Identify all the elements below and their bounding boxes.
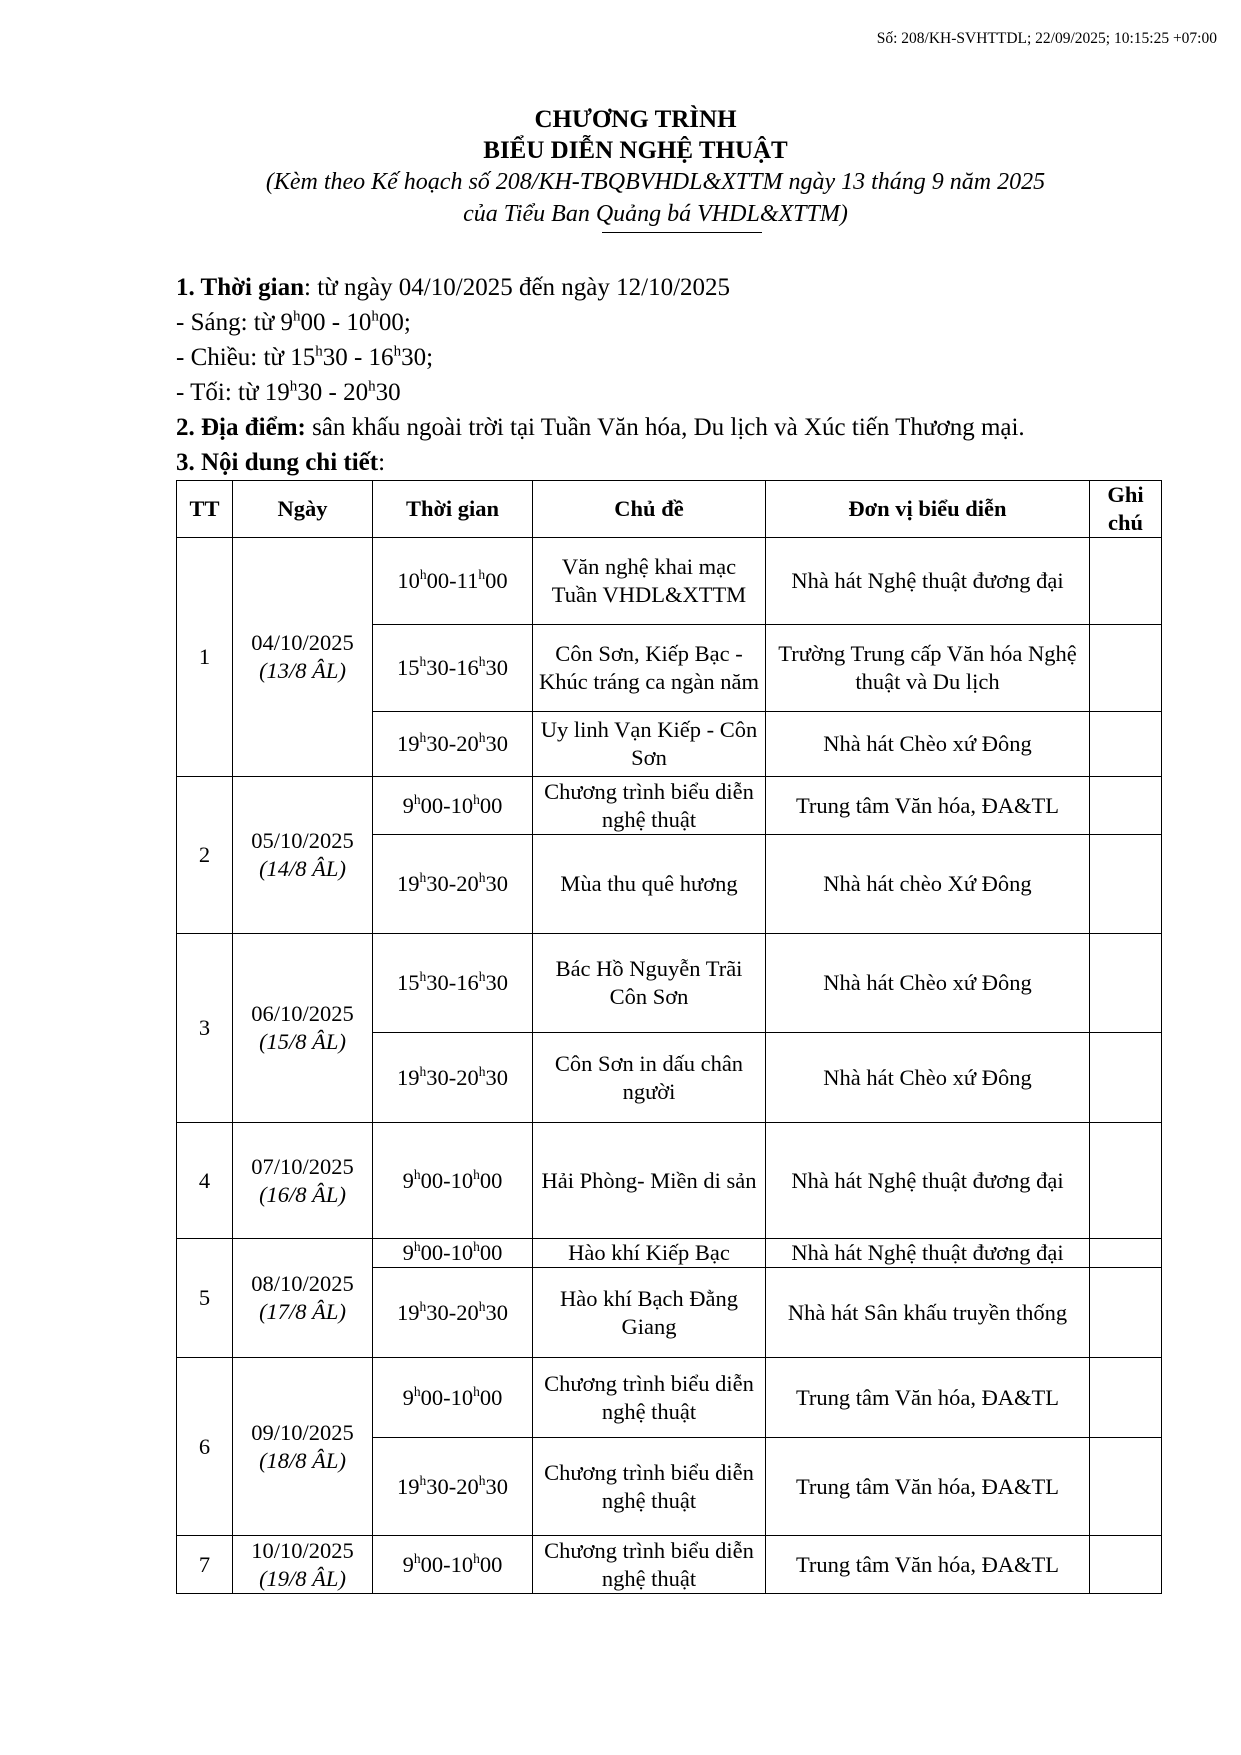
time-part: 30-16 (426, 655, 479, 680)
row-time (373, 1438, 533, 1536)
sup-h: h (413, 1166, 421, 1182)
morning-end: 00; (378, 309, 411, 336)
row-tt: 6 (177, 1358, 233, 1536)
sup-h: h (413, 1239, 421, 1255)
row-unit: Trung tâm Văn hóa, ĐA&TL (766, 1438, 1090, 1536)
time-part: 30-20 (426, 1473, 479, 1499)
time-part: 30 (485, 871, 508, 896)
title-line-1: CHƯƠNG TRÌNH (534, 106, 737, 133)
time-part: 9 (402, 1551, 414, 1577)
afternoon-prefix: - Chiều: từ 15 (176, 344, 316, 371)
row-time (373, 1033, 533, 1123)
document-header (0, 104, 1241, 233)
time-part: 00-10 (420, 1551, 474, 1577)
time-part: 30-20 (426, 731, 479, 756)
time-part: 30 (485, 1473, 508, 1499)
sup-h: h (478, 969, 486, 985)
subtitle-line-1: (Kèm theo Kế hoạch số 208/KH-TBQBVHDL&XTTM ngày 13 tháng 9 năm 2025 (265, 169, 1046, 195)
row-note (1090, 934, 1162, 1033)
row-unit: Nhà hát Sân khấu truyền thống (766, 1268, 1090, 1358)
sup-h: h (473, 1166, 480, 1182)
row-unit: Nhà hát Chèo xứ Đông (766, 1033, 1090, 1123)
time-part: 9 (402, 792, 414, 818)
row-tt: 3 (177, 934, 233, 1123)
row-note (1090, 1123, 1162, 1239)
time-part: 00 (479, 1551, 503, 1577)
row-time (373, 934, 533, 1033)
section-details-label: 3. Nội dung chi tiết (176, 449, 379, 476)
time-part: 30 (485, 731, 508, 756)
row-time (373, 1123, 533, 1239)
sup-h: h (478, 730, 486, 746)
row-topic: Chương trình biểu diễn nghệ thuật (533, 1358, 766, 1438)
sup-h: h (478, 1063, 486, 1079)
sup-h: h (368, 378, 376, 395)
row-time (373, 1239, 533, 1268)
section-location (176, 410, 1025, 445)
evening-mid: 30 - 20 (297, 379, 369, 406)
row-note (1090, 1239, 1162, 1268)
sup-h: h (413, 791, 421, 807)
time-part: 19 (397, 1299, 420, 1325)
sup-h: h (478, 567, 486, 583)
section-location-value: sân khấu ngoài trời tại Tuần Văn hóa, Du lịch và Xúc tiến Thương mại. (305, 414, 1025, 441)
date-value: 06/10/2025 (251, 1001, 354, 1026)
row-tt: 4 (177, 1123, 233, 1239)
row-date (233, 1239, 373, 1358)
row-topic: Chương trình biểu diễn nghệ thuật (533, 1438, 766, 1536)
row-topic: Bác Hồ Nguyễn Trãi Côn Sơn (533, 934, 766, 1033)
table-row (177, 538, 1162, 625)
sup-h: h (289, 378, 298, 395)
row-time (373, 712, 533, 777)
schedule-table (176, 480, 1162, 1594)
sup-h: h (413, 1550, 421, 1566)
section-details-colon: : (378, 449, 386, 476)
lunar-date: (15/8 ÂL) (259, 1029, 346, 1054)
sup-h: h (393, 343, 402, 360)
sup-h: h (419, 870, 427, 886)
row-unit: Trung tâm Văn hóa, ĐA&TL (766, 777, 1090, 835)
time-part: 00-10 (420, 1384, 474, 1410)
section-time-value: : từ ngày 04/10/2025 đến ngày 12/10/2025 (304, 274, 731, 301)
time-part: 15 (397, 655, 420, 680)
row-date (233, 777, 373, 934)
evening-prefix: - Tối: từ 19 (176, 379, 290, 406)
row-topic: Côn Sơn in dấu chân người (533, 1033, 766, 1123)
document-stamp: Số: 208/KH-SVHTTDL; 22/09/2025; 10:15:25 +07:00 (876, 30, 1217, 47)
row-note (1090, 1358, 1162, 1438)
lunar-date: (19/8 ÂL) (259, 1565, 346, 1591)
time-part: 19 (397, 871, 420, 896)
table-row (177, 1536, 1162, 1594)
sup-h: h (419, 969, 427, 985)
section-time (176, 270, 1025, 305)
time-part: 00-11 (426, 568, 479, 593)
sup-h: h (473, 1550, 480, 1566)
date-value: 08/10/2025 (251, 1271, 354, 1296)
row-topic: Hải Phòng- Miền di sản (533, 1123, 766, 1239)
time-part: 19 (397, 1064, 420, 1090)
table-row (177, 1123, 1162, 1239)
time-part: 9 (402, 1384, 414, 1410)
document-body (176, 270, 1025, 480)
row-time (373, 625, 533, 712)
row-tt: 2 (177, 777, 233, 934)
header-ngay: Ngày (233, 481, 373, 538)
row-date (233, 538, 373, 777)
lunar-date: (16/8 ÂL) (259, 1181, 346, 1207)
date-value: 10/10/2025 (251, 1537, 354, 1563)
section-location-label: 2. Địa điểm: (176, 414, 306, 441)
row-note (1090, 1438, 1162, 1536)
sup-h: h (419, 730, 427, 746)
sup-h: h (413, 1383, 421, 1399)
row-topic: Côn Sơn, Kiếp Bạc - Khúc tráng ca ngàn năm (533, 625, 766, 712)
afternoon-end: 30; (401, 344, 434, 371)
row-unit: Nhà hát Chèo xứ Đông (766, 712, 1090, 777)
row-note (1090, 835, 1162, 934)
row-topic: Chương trình biểu diễn nghệ thuật (533, 1536, 766, 1594)
sup-h: h (473, 791, 480, 807)
sup-h: h (473, 1383, 480, 1399)
title-line-2: BIỂU DIỄN NGHỆ THUẬT (483, 137, 788, 164)
time-part: 00 (479, 1384, 503, 1410)
time-part: 30-20 (426, 871, 479, 896)
time-afternoon (176, 340, 1025, 375)
time-part: 30 (485, 970, 508, 995)
section-details (176, 445, 1025, 480)
lunar-date: (18/8 ÂL) (259, 1447, 346, 1473)
lunar-date: (13/8 ÂL) (259, 658, 346, 683)
time-part: 00 (479, 1167, 503, 1193)
subtitle-line-2: của Tiểu Ban Quảng bá VHDL&XTTM) (463, 201, 848, 227)
row-date (233, 1358, 373, 1536)
row-date (233, 934, 373, 1123)
time-part: 00-10 (420, 792, 474, 818)
evening-end: 30 (375, 379, 401, 406)
row-topic: Chương trình biểu diễn nghệ thuật (533, 777, 766, 835)
sup-h: h (419, 1063, 427, 1079)
lunar-date: (14/8 ÂL) (259, 856, 346, 881)
header-divider (602, 232, 762, 233)
row-tt: 5 (177, 1239, 233, 1358)
sup-h: h (478, 1298, 486, 1314)
row-note (1090, 625, 1162, 712)
header-ghi-chu: Ghi chú (1090, 481, 1162, 538)
date-value: 04/10/2025 (251, 630, 354, 655)
row-note (1090, 538, 1162, 625)
table-row (177, 777, 1162, 835)
sup-h: h (478, 870, 486, 886)
time-part: 15 (397, 970, 420, 995)
row-unit: Nhà hát Chèo xứ Đông (766, 934, 1090, 1033)
sup-h: h (419, 567, 427, 583)
row-unit: Trung tâm Văn hóa, ĐA&TL (766, 1358, 1090, 1438)
row-unit: Nhà hát Nghệ thuật đương đại (766, 1123, 1090, 1239)
lunar-date: (17/8 ÂL) (259, 1299, 346, 1324)
time-part: 30-20 (426, 1299, 479, 1325)
table-row (177, 934, 1162, 1033)
time-part: 30 (485, 655, 508, 680)
row-note (1090, 1033, 1162, 1123)
time-part: 00 (479, 792, 503, 818)
row-note (1090, 777, 1162, 835)
header-tt: TT (177, 481, 233, 538)
sup-h: h (419, 1472, 427, 1488)
row-tt: 1 (177, 538, 233, 777)
row-time (373, 538, 533, 625)
morning-prefix: - Sáng: từ 9 (176, 309, 294, 336)
morning-mid: 00 - 10 (300, 309, 372, 336)
date-value: 09/10/2025 (251, 1419, 354, 1445)
sup-h: h (478, 1472, 486, 1488)
row-time (373, 1268, 533, 1358)
sup-h: h (315, 343, 323, 360)
time-part: 9 (402, 1167, 414, 1193)
table-row (177, 1358, 1162, 1438)
row-unit: Trường Trung cấp Văn hóa Nghệ thuật và Du lịch (766, 625, 1090, 712)
time-part: 19 (397, 1473, 420, 1499)
time-part: 30 (485, 1299, 508, 1325)
header-thoi-gian: Thời gian (373, 481, 533, 538)
row-unit: Nhà hát Nghệ thuật đương đại (766, 1239, 1090, 1268)
section-time-label: 1. Thời gian (176, 274, 305, 301)
sup-h: h (419, 654, 427, 670)
row-date (233, 1536, 373, 1594)
table-row (177, 1239, 1162, 1268)
row-topic: Văn nghệ khai mạc Tuần VHDL&XTTM (533, 538, 766, 625)
time-part: 00 (479, 1240, 503, 1265)
row-unit: Trung tâm Văn hóa, ĐA&TL (766, 1536, 1090, 1594)
header-chu-de: Chủ đề (533, 481, 766, 538)
row-unit: Nhà hát Nghệ thuật đương đại (766, 538, 1090, 625)
row-topic: Hào khí Kiếp Bạc (533, 1239, 766, 1268)
time-part: 10 (397, 568, 420, 593)
date-value: 05/10/2025 (251, 828, 354, 853)
sup-h: h (473, 1239, 480, 1255)
time-part: 00-10 (420, 1167, 474, 1193)
row-time (373, 1536, 533, 1594)
time-morning (176, 305, 1025, 340)
row-time (373, 777, 533, 835)
time-part: 00 (485, 568, 508, 593)
row-note (1090, 1536, 1162, 1594)
time-part: 00-10 (420, 1240, 474, 1265)
row-topic: Mùa thu quê hương (533, 835, 766, 934)
time-part: 30 (485, 1064, 508, 1090)
time-part: 19 (397, 731, 420, 756)
row-date (233, 1123, 373, 1239)
row-tt: 7 (177, 1536, 233, 1594)
row-time (373, 1358, 533, 1438)
row-time (373, 835, 533, 934)
sup-h: h (419, 1298, 427, 1314)
schedule-body (177, 538, 1162, 1594)
row-note (1090, 712, 1162, 777)
time-part: 30-20 (426, 1064, 479, 1090)
sup-h: h (371, 308, 379, 325)
row-unit: Nhà hát chèo Xứ Đông (766, 835, 1090, 934)
date-value: 07/10/2025 (251, 1153, 354, 1179)
time-part: 30-16 (426, 970, 479, 995)
sup-h: h (293, 308, 301, 325)
afternoon-mid: 30 - 16 (322, 344, 394, 371)
header-don-vi: Đơn vị biểu diễn (766, 481, 1090, 538)
table-header-row (177, 481, 1162, 538)
row-topic: Uy linh Vạn Kiếp - Côn Sơn (533, 712, 766, 777)
row-note (1090, 1268, 1162, 1358)
time-part: 9 (402, 1240, 414, 1265)
row-topic: Hào khí Bạch Đằng Giang (533, 1268, 766, 1358)
time-evening (176, 375, 1025, 410)
sup-h: h (478, 654, 486, 670)
